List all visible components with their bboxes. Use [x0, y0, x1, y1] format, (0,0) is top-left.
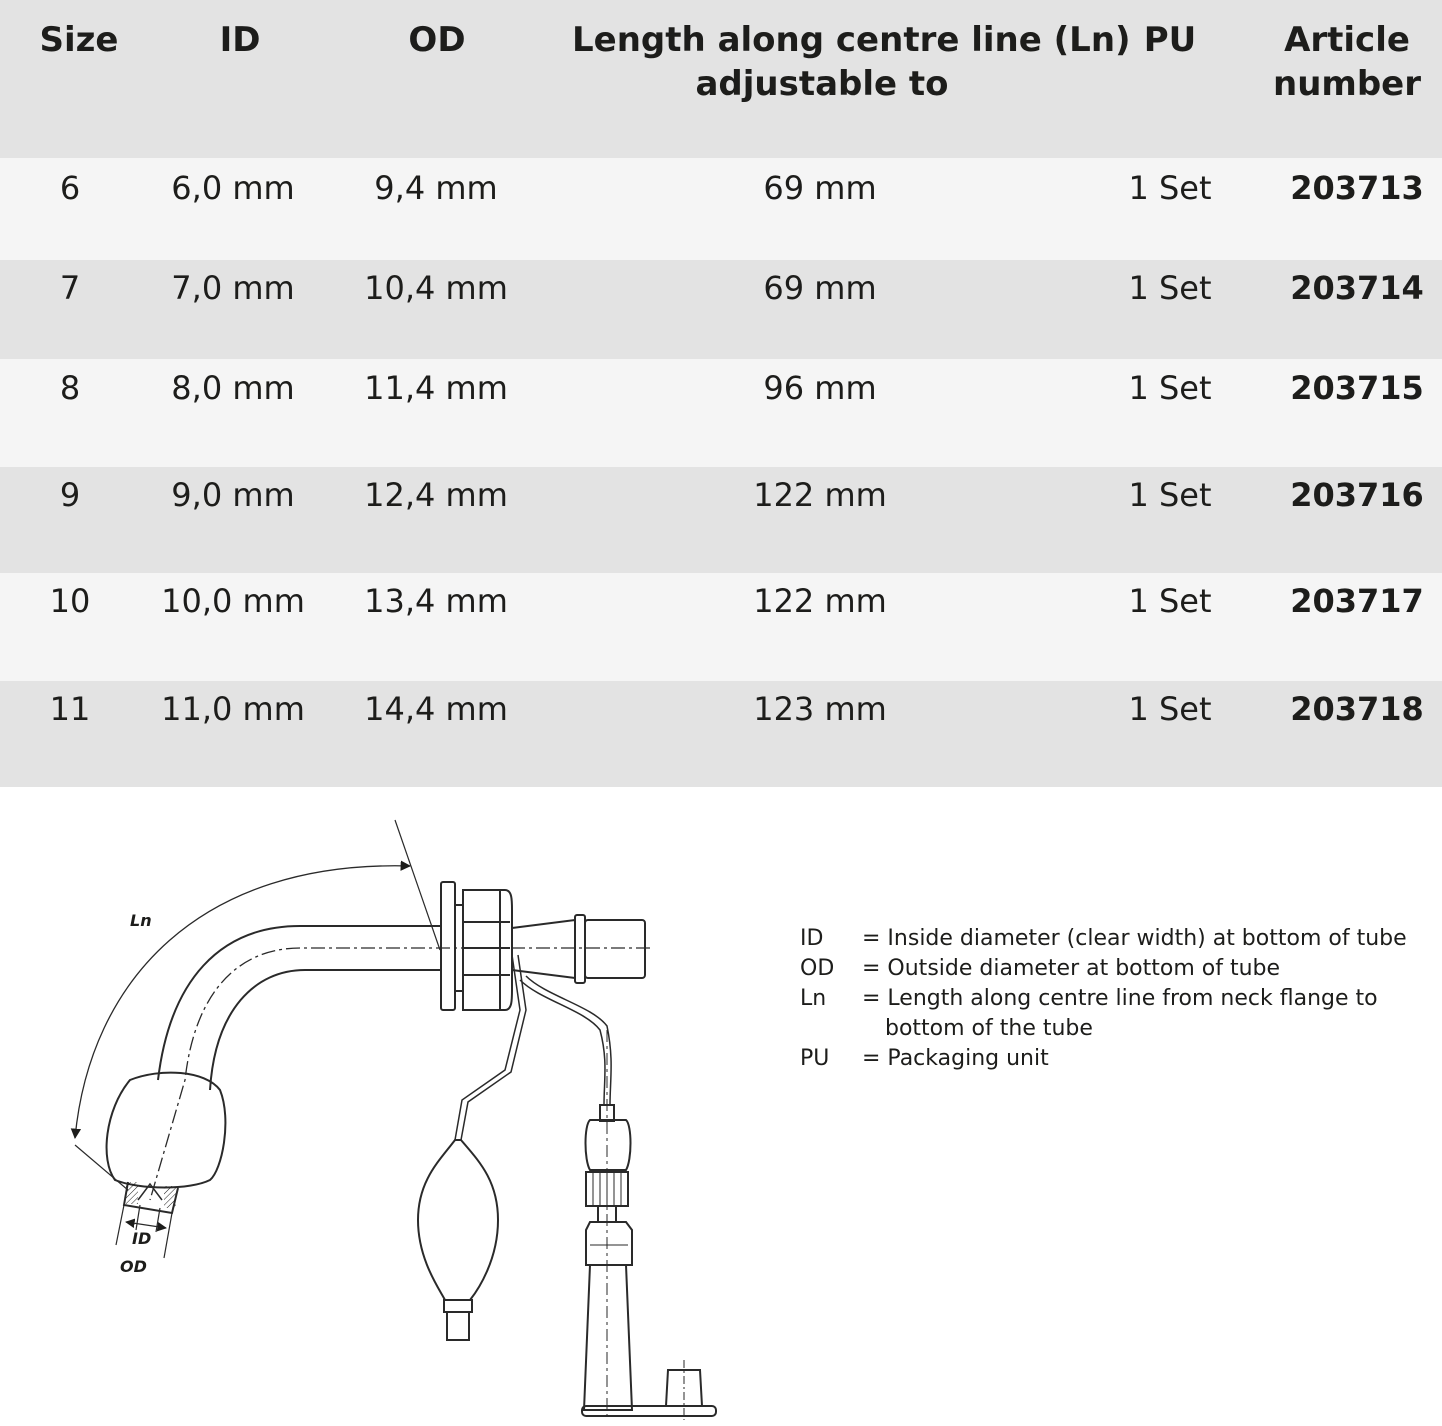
tube-diagram	[0, 790, 760, 1426]
cell-length: 69 mm	[763, 169, 877, 207]
tube-tip-hatch	[126, 1182, 138, 1204]
cell-article: 203717	[1290, 582, 1424, 620]
header-pu: PU	[1143, 20, 1197, 60]
cell-pu: 1 Set	[1128, 476, 1212, 514]
legend-term: Ln	[800, 986, 827, 1011]
legend-term: OD	[800, 956, 835, 981]
cell-od: 10,4 mm	[364, 269, 508, 307]
valve-stem	[584, 1265, 632, 1410]
id-dimension-line	[126, 1222, 166, 1228]
tube-cuff	[107, 1073, 226, 1188]
neck-flange	[441, 882, 455, 1010]
connector-ring	[463, 890, 512, 1010]
cell-id: 7,0 mm	[171, 269, 295, 307]
legend-term: PU	[800, 1046, 830, 1071]
cell-pu: 1 Set	[1128, 169, 1212, 207]
cell-size: 8	[59, 369, 81, 407]
cell-article: 203715	[1290, 369, 1424, 407]
cell-article: 203718	[1290, 690, 1424, 728]
cell-length: 122 mm	[753, 582, 887, 620]
cell-od: 9,4 mm	[374, 169, 498, 207]
header-length-line1: Length along centre line (Ln)	[572, 20, 1131, 60]
cell-id: 11,0 mm	[161, 690, 305, 728]
cell-pu: 1 Set	[1128, 582, 1212, 620]
cell-pu: 1 Set	[1128, 369, 1212, 407]
cell-length: 123 mm	[753, 690, 887, 728]
pilot-balloon	[418, 1140, 498, 1300]
header-id: ID	[219, 20, 261, 60]
tube-outer-bottom	[210, 970, 440, 1090]
cell-size: 6	[59, 169, 81, 207]
cell-id: 6,0 mm	[171, 169, 295, 207]
cell-size: 7	[59, 269, 81, 307]
header-article-line1: Article	[1284, 20, 1410, 60]
tube-tip-hatch	[164, 1186, 176, 1208]
legend-definition: = Outside diameter at bottom of tube	[862, 956, 1281, 981]
cell-article: 203716	[1290, 476, 1424, 514]
legend-definition: = Packaging unit	[862, 1046, 1049, 1071]
legend-definition: = Inside diameter (clear width) at bottom of tube	[862, 926, 1407, 951]
ln-dimension-arc	[75, 866, 410, 1138]
cell-id: 9,0 mm	[171, 476, 295, 514]
cell-length: 122 mm	[753, 476, 887, 514]
cell-size: 10	[49, 582, 91, 620]
cell-length: 69 mm	[763, 269, 877, 307]
header-article-line2: number	[1272, 64, 1421, 104]
cell-size: 9	[59, 476, 81, 514]
cell-pu: 1 Set	[1128, 269, 1212, 307]
cell-id: 8,0 mm	[171, 369, 295, 407]
cell-article: 203713	[1290, 169, 1424, 207]
header-length-line2: adjustable to	[695, 64, 949, 104]
cell-od: 12,4 mm	[364, 476, 508, 514]
cell-length: 96 mm	[763, 369, 877, 407]
legend-definition-continued: bottom of the tube	[885, 1016, 1093, 1041]
connector-15mm	[512, 920, 575, 978]
tube-outer-top	[158, 926, 440, 1080]
cell-size: 11	[49, 690, 91, 728]
tube-centre-line	[150, 948, 650, 1200]
diagram-label-od: OD	[120, 1257, 147, 1276]
cell-od: 14,4 mm	[364, 690, 508, 728]
header-size: Size	[39, 20, 119, 60]
legend-term: ID	[800, 926, 824, 951]
cell-od: 13,4 mm	[364, 582, 508, 620]
legend-definition: = Length along centre line from neck flange to	[862, 986, 1378, 1011]
diagram-label-id: ID	[132, 1229, 152, 1248]
pilot-line	[455, 955, 520, 1140]
cell-id: 10,0 mm	[161, 582, 305, 620]
cell-pu: 1 Set	[1128, 690, 1212, 728]
diagram-label-ln: Ln	[130, 911, 152, 930]
cell-article: 203714	[1290, 269, 1424, 307]
header-od: OD	[408, 20, 466, 60]
cell-od: 11,4 mm	[364, 369, 508, 407]
